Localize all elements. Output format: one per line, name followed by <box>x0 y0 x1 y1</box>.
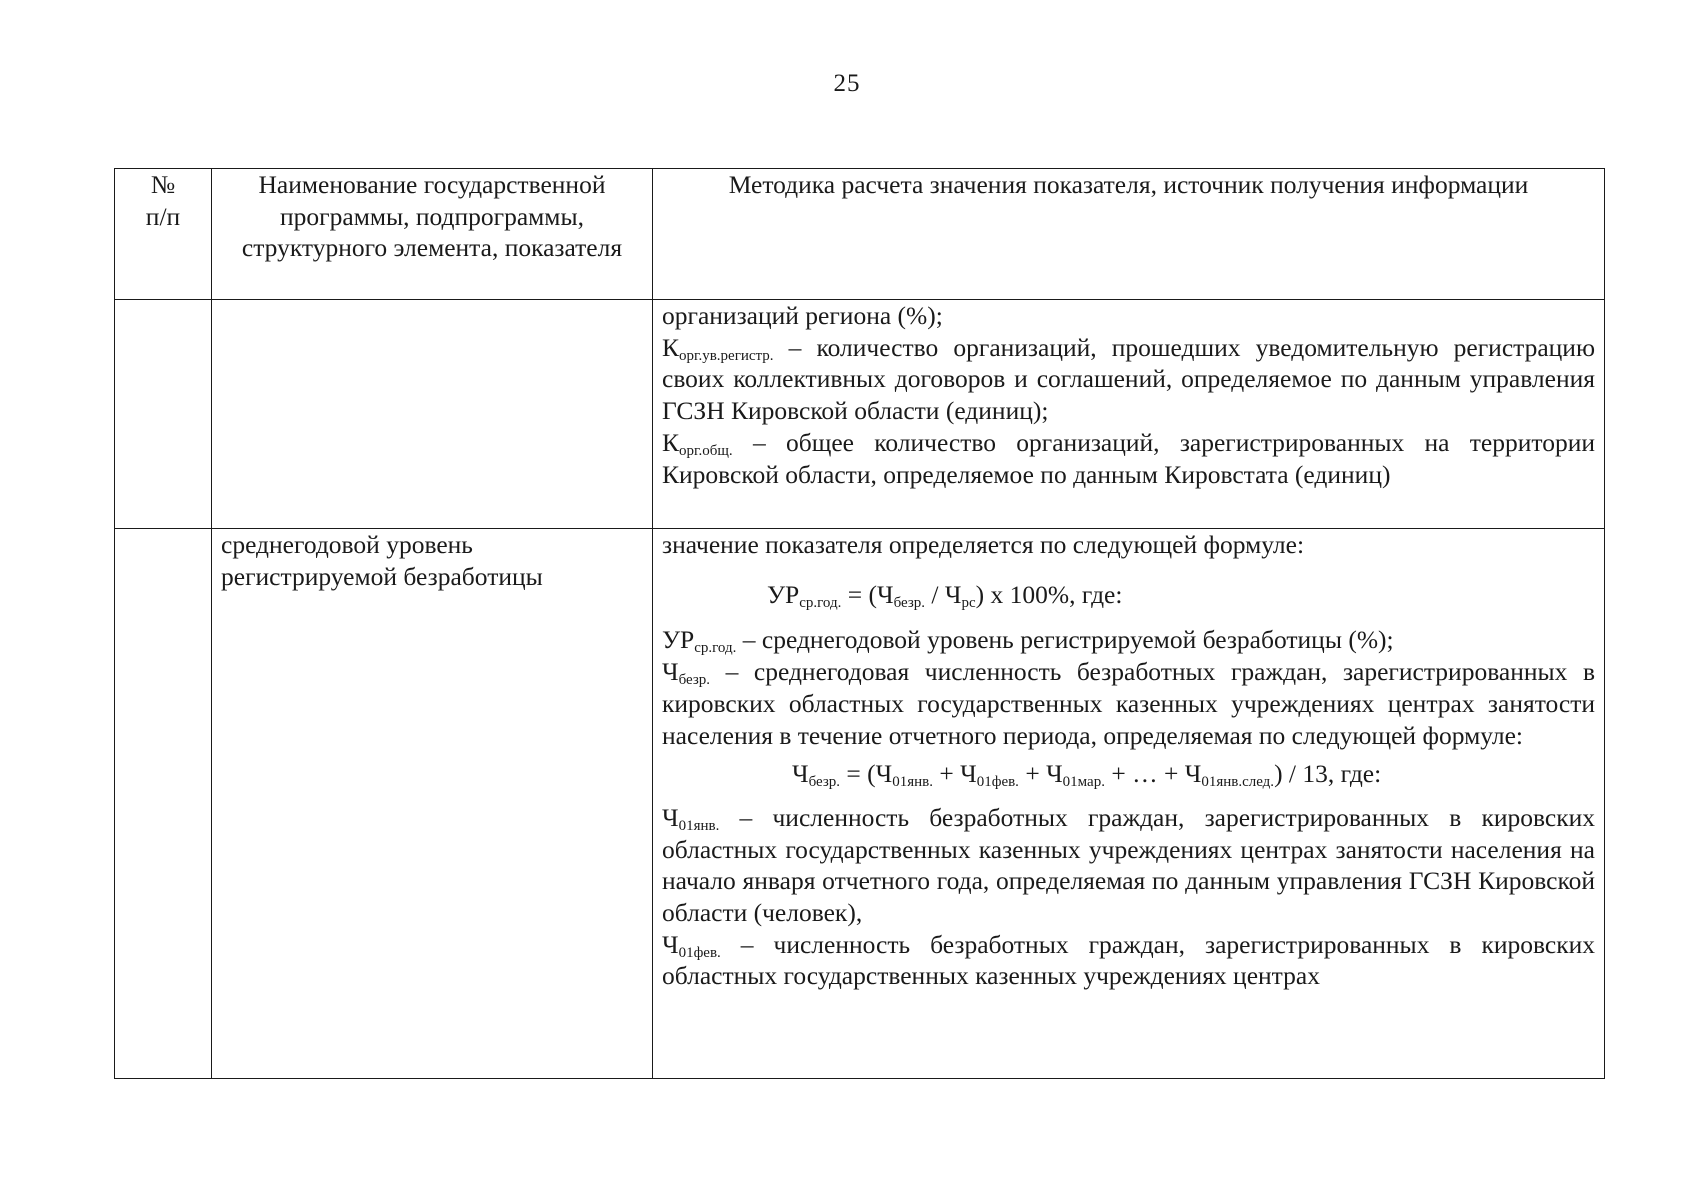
symbol: К <box>662 427 680 457</box>
row2-indicator-name: среднегодовой уровень регистрируемой безработицы <box>212 529 653 1079</box>
definition-text: – среднегодовой уровень регистрируемой безработицы (%); <box>736 625 1394 655</box>
definition-ur <box>662 624 1595 656</box>
definition-text: – численность безработных граждан, зарегистрированных в кировских областных государственных казенных учреждениях центрах занятости населения на начало января отчетного года, определяемая по данным управления ГСЗН Кировской области (человек), <box>662 802 1595 928</box>
definition-text: – общее количество организаций, зарегистрированных на территории Кировской области, определяемое по данным Кировстата (единиц) <box>662 427 1595 489</box>
definition-text: – количество организаций, прошедших уведомительную регистрацию своих коллективных договоров и соглашений, определяемое по данным управления ГСЗН Кировской области (единиц); <box>662 332 1595 426</box>
table-header-row <box>115 169 1605 300</box>
formula-part: + … + Ч <box>1104 759 1202 789</box>
subscript: 01янв. <box>892 774 933 791</box>
row1-intro-line: организаций региона (%); <box>662 301 943 330</box>
row2-method <box>653 529 1605 1079</box>
subscript: 01фев. <box>678 944 721 961</box>
formula-lhs: Ч <box>792 759 809 789</box>
symbol: К <box>662 332 680 362</box>
header-number <box>115 169 212 300</box>
definition-text: – среднегодовая численность безработных граждан, зарегистрированных в кировских областных государственных казенных учреждениях центрах занятости населения в течение отчетного периода, определяемая по следующей формуле: <box>662 657 1595 750</box>
definition-text: – численность безработных граждан, зарегистрированных в кировских областных государственных казенных учреждениях центрах <box>662 929 1595 991</box>
formula-ur <box>662 561 1595 625</box>
subscript: 01мар. <box>1062 774 1105 791</box>
definition-ch-bezr <box>662 656 1595 751</box>
row1-name <box>212 300 653 529</box>
definition-k-org-uv <box>662 332 1595 427</box>
methodology-table <box>114 168 1605 1079</box>
subscript: безр. <box>678 672 711 689</box>
subscript: орг.ув.регистр. <box>679 347 774 364</box>
header-number-line2: п/п <box>145 201 181 231</box>
subscript: безр. <box>893 594 926 611</box>
subscript: безр. <box>808 774 841 791</box>
table-row <box>115 300 1605 529</box>
formula-part: ) х 100%, где: <box>975 579 1123 609</box>
subscript: ср.год. <box>694 640 737 657</box>
table-row <box>115 529 1605 1079</box>
formula-intro: значение показателя определяется по следующей формуле: <box>662 530 1305 559</box>
subscript: 01фев. <box>976 774 1019 791</box>
formula-ch-bezr <box>662 751 1595 802</box>
definition-k-org-obsh <box>662 427 1595 490</box>
row1-method <box>653 300 1605 529</box>
symbol: Ч <box>662 929 679 959</box>
subscript: 01янв. <box>678 817 720 834</box>
formula-lhs: УР <box>767 579 800 609</box>
formula-part: = (Ч <box>840 759 893 789</box>
subscript: 01янв.след. <box>1201 774 1275 791</box>
formula-part: ) / 13, где: <box>1274 759 1382 789</box>
formula-part: / Ч <box>925 579 962 609</box>
formula-part: + Ч <box>1018 759 1063 789</box>
definition-ch-feb <box>662 929 1595 992</box>
formula-part: = (Ч <box>841 579 894 609</box>
symbol: УР <box>662 625 695 655</box>
header-number-line1: № <box>150 170 176 199</box>
subscript: орг.общ. <box>679 442 733 459</box>
subscript: рс <box>961 594 976 611</box>
symbol: Ч <box>662 802 679 832</box>
header-name: Наименование государственной программы, подпрограммы, структурного элемента, показателя <box>212 169 653 300</box>
symbol: Ч <box>662 657 679 687</box>
row2-number <box>115 529 212 1079</box>
definition-ch-jan <box>662 802 1595 929</box>
formula-part: + Ч <box>933 759 977 789</box>
row1-number <box>115 300 212 529</box>
page-number: 25 <box>833 70 861 97</box>
subscript: ср.год. <box>799 594 842 611</box>
header-method: Методика расчета значения показателя, источник получения информации <box>653 169 1605 300</box>
